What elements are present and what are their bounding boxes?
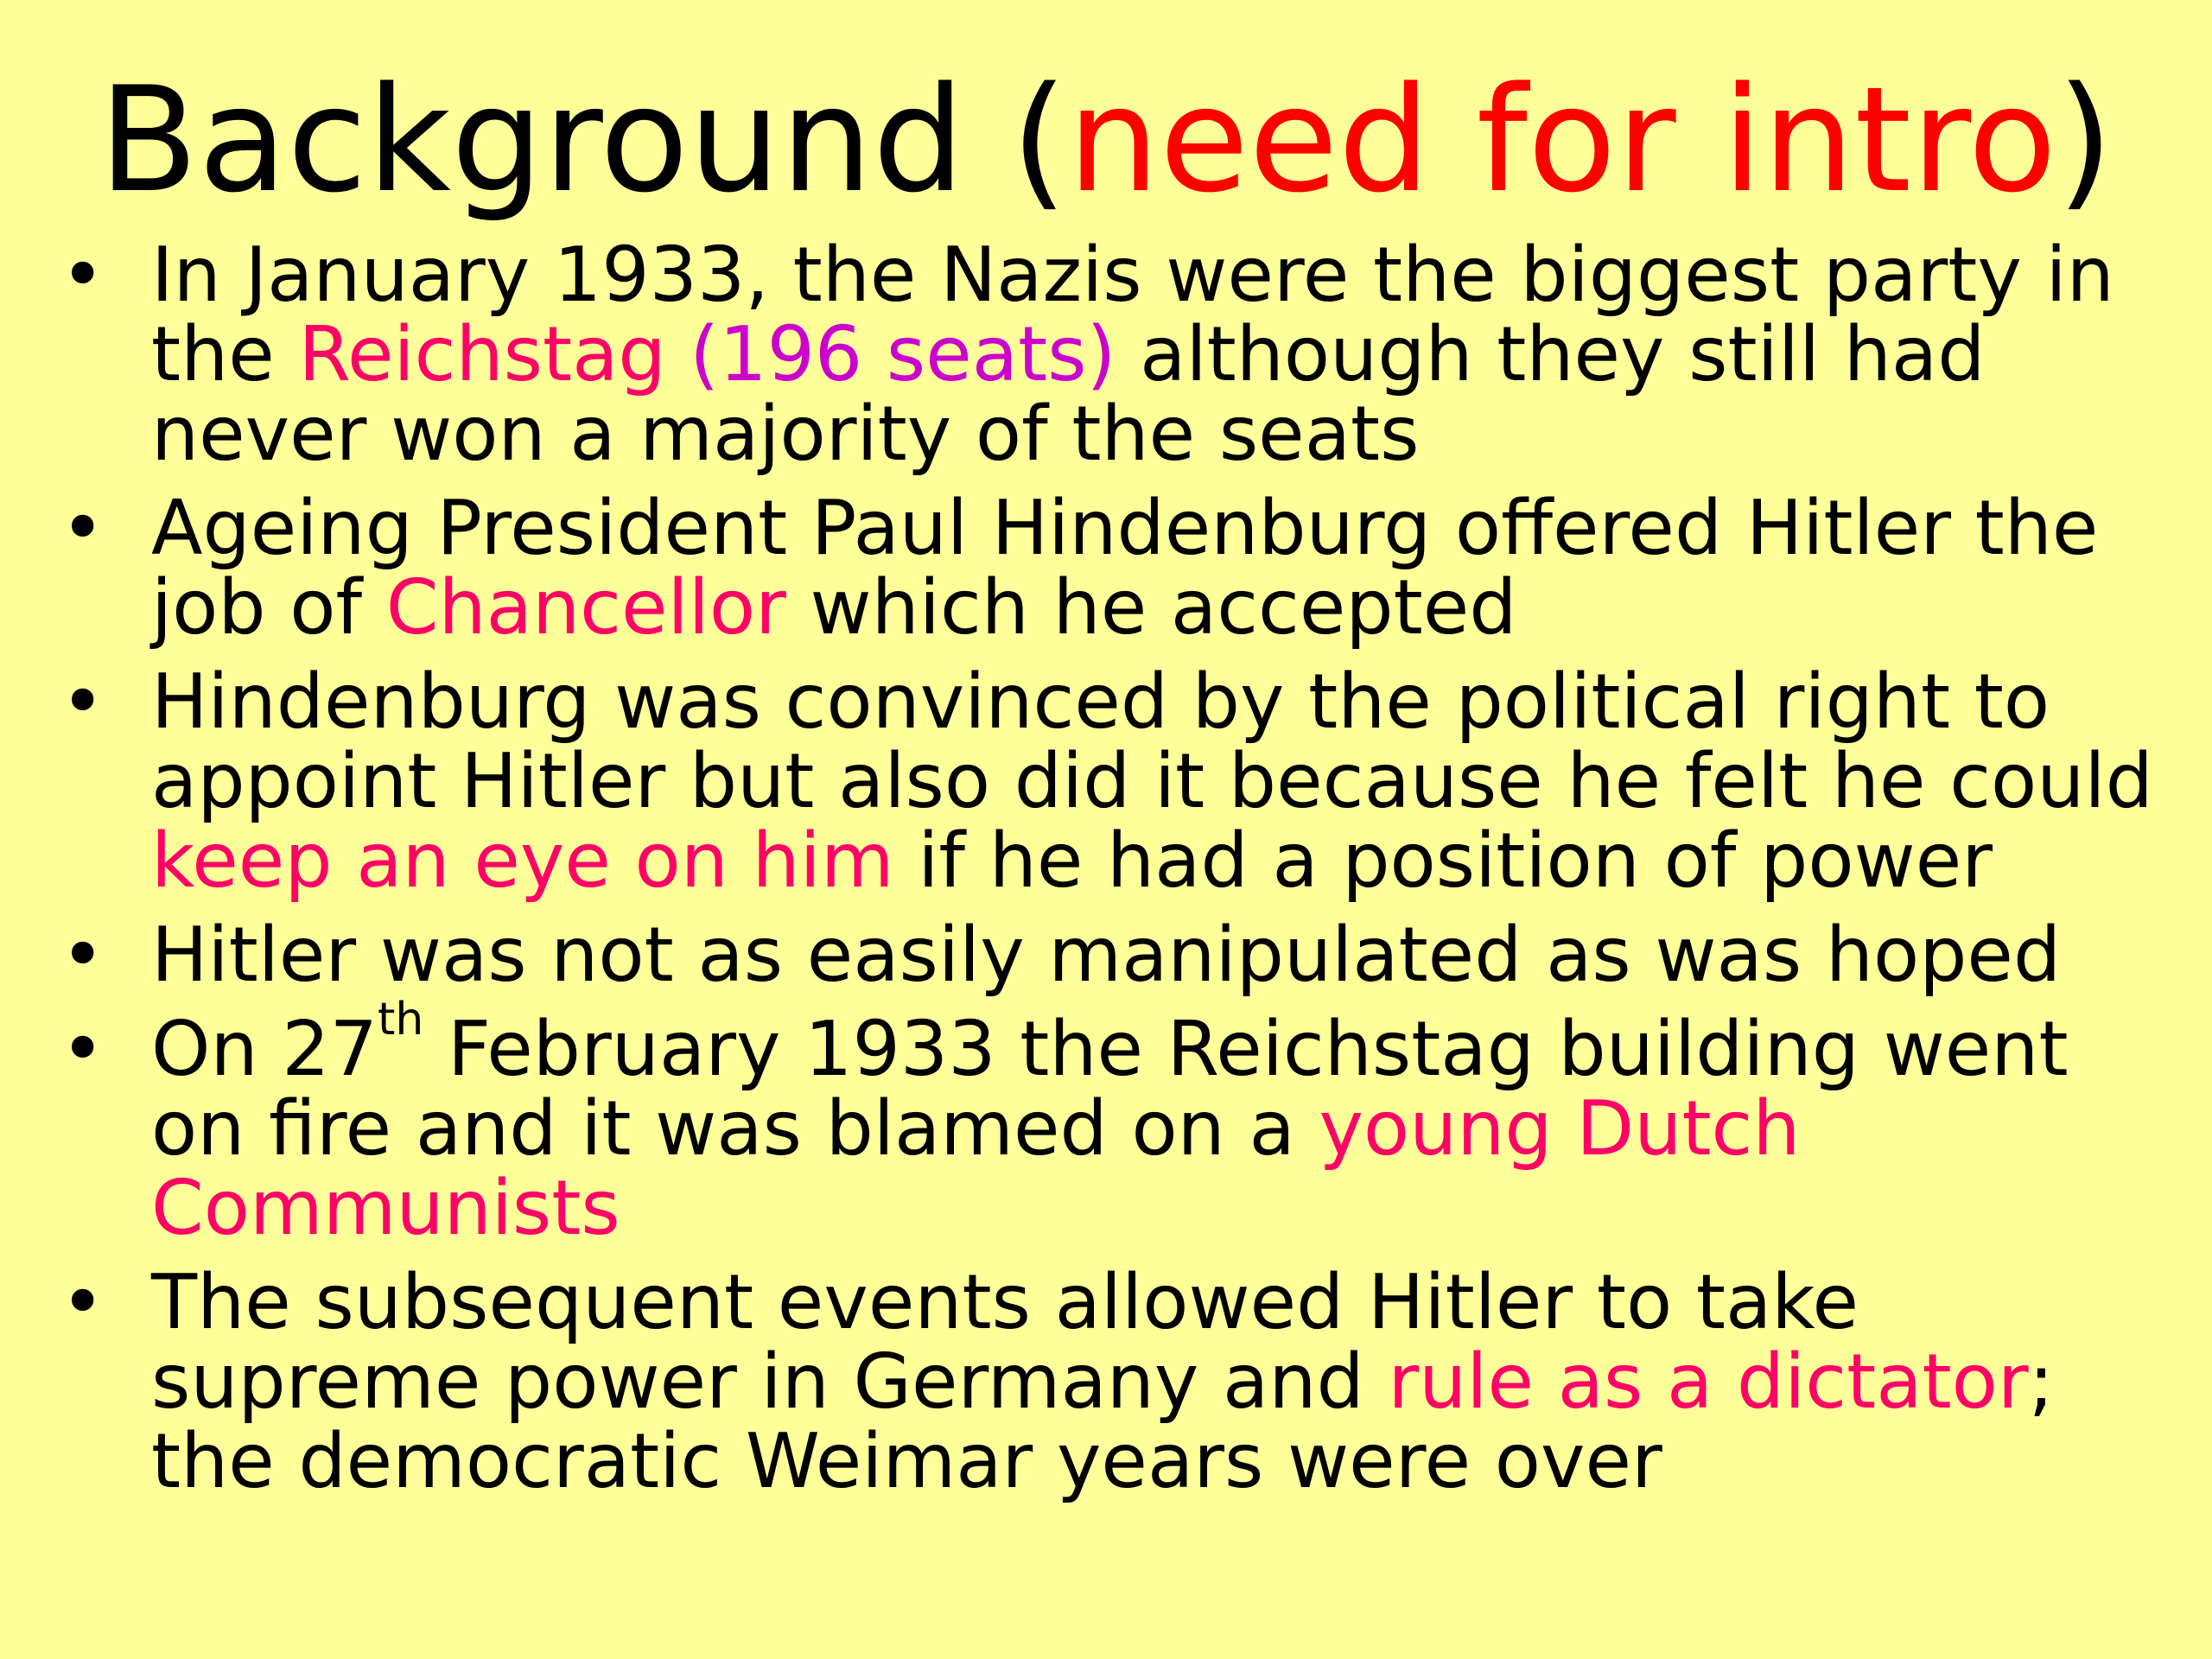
bullet-item-3 <box>52 658 2177 905</box>
bullet-5-ordinal: th <box>377 994 424 1046</box>
title-close: ) <box>2056 55 2113 225</box>
bullet-item-5 <box>52 994 2177 1252</box>
bullet-2-text-b: which he accepted <box>785 563 1517 652</box>
bullet-5-text-b: February 1933 the Reichstag building went on fire and it was blamed on a <box>151 1005 2069 1173</box>
bullet-dot-icon: • <box>60 911 105 999</box>
bullet-item-6 <box>52 1258 2177 1505</box>
bullet-6-text-a: The subsequent events allowed Hitler to take supreme power in Germany and <box>151 1258 1859 1426</box>
bullet-1-seats: (196 seats) <box>690 310 1116 398</box>
bullet-item-1 <box>52 231 2177 478</box>
bullet-5-text-a: On 27 <box>151 1005 378 1093</box>
bullet-5-communists: young Dutch Communists <box>151 1084 1801 1252</box>
bullet-dot-icon: • <box>60 231 105 319</box>
title-main: Background ( <box>99 55 1068 225</box>
bullet-dot-icon: • <box>60 1258 105 1346</box>
bullet-1-reichstag: Reichstag <box>298 310 690 398</box>
bullet-list <box>52 231 2177 1516</box>
bullet-3-keep-eye: keep an eye on him <box>151 817 894 905</box>
bullet-1-text-a: In January 1933, the Nazis were the biggest party in the <box>151 231 2114 398</box>
bullet-6-dictator: rule as a dictator <box>1388 1338 2029 1426</box>
slide-title <box>0 55 2212 225</box>
bullet-2-text-a: Ageing President Paul Hindenburg offered Hitler the job of <box>151 484 2099 652</box>
bullet-item-2 <box>52 484 2177 652</box>
bullet-2-chancellor: Chancellor <box>385 563 786 652</box>
bullet-3-text-b: if he had a position of power <box>893 817 1993 905</box>
bullet-6-text-b: ; the democratic Weimar years were over <box>151 1338 2054 1505</box>
bullet-dot-icon: • <box>60 484 105 572</box>
bullet-1-text-b: although they still had never won a majority of the seats <box>151 310 1986 478</box>
bullet-item-4 <box>52 911 2177 999</box>
bullet-3-text-a: Hindenburg was convinced by the political right to appoint Hitler but also did it because he felt he could <box>151 658 2153 825</box>
title-highlight: need for intro <box>1067 55 2057 225</box>
bullet-4-text: Hitler was not as easily manipulated as was hoped <box>151 911 2062 999</box>
bullet-dot-icon: • <box>60 658 105 746</box>
bullet-dot-icon: • <box>60 1005 105 1093</box>
